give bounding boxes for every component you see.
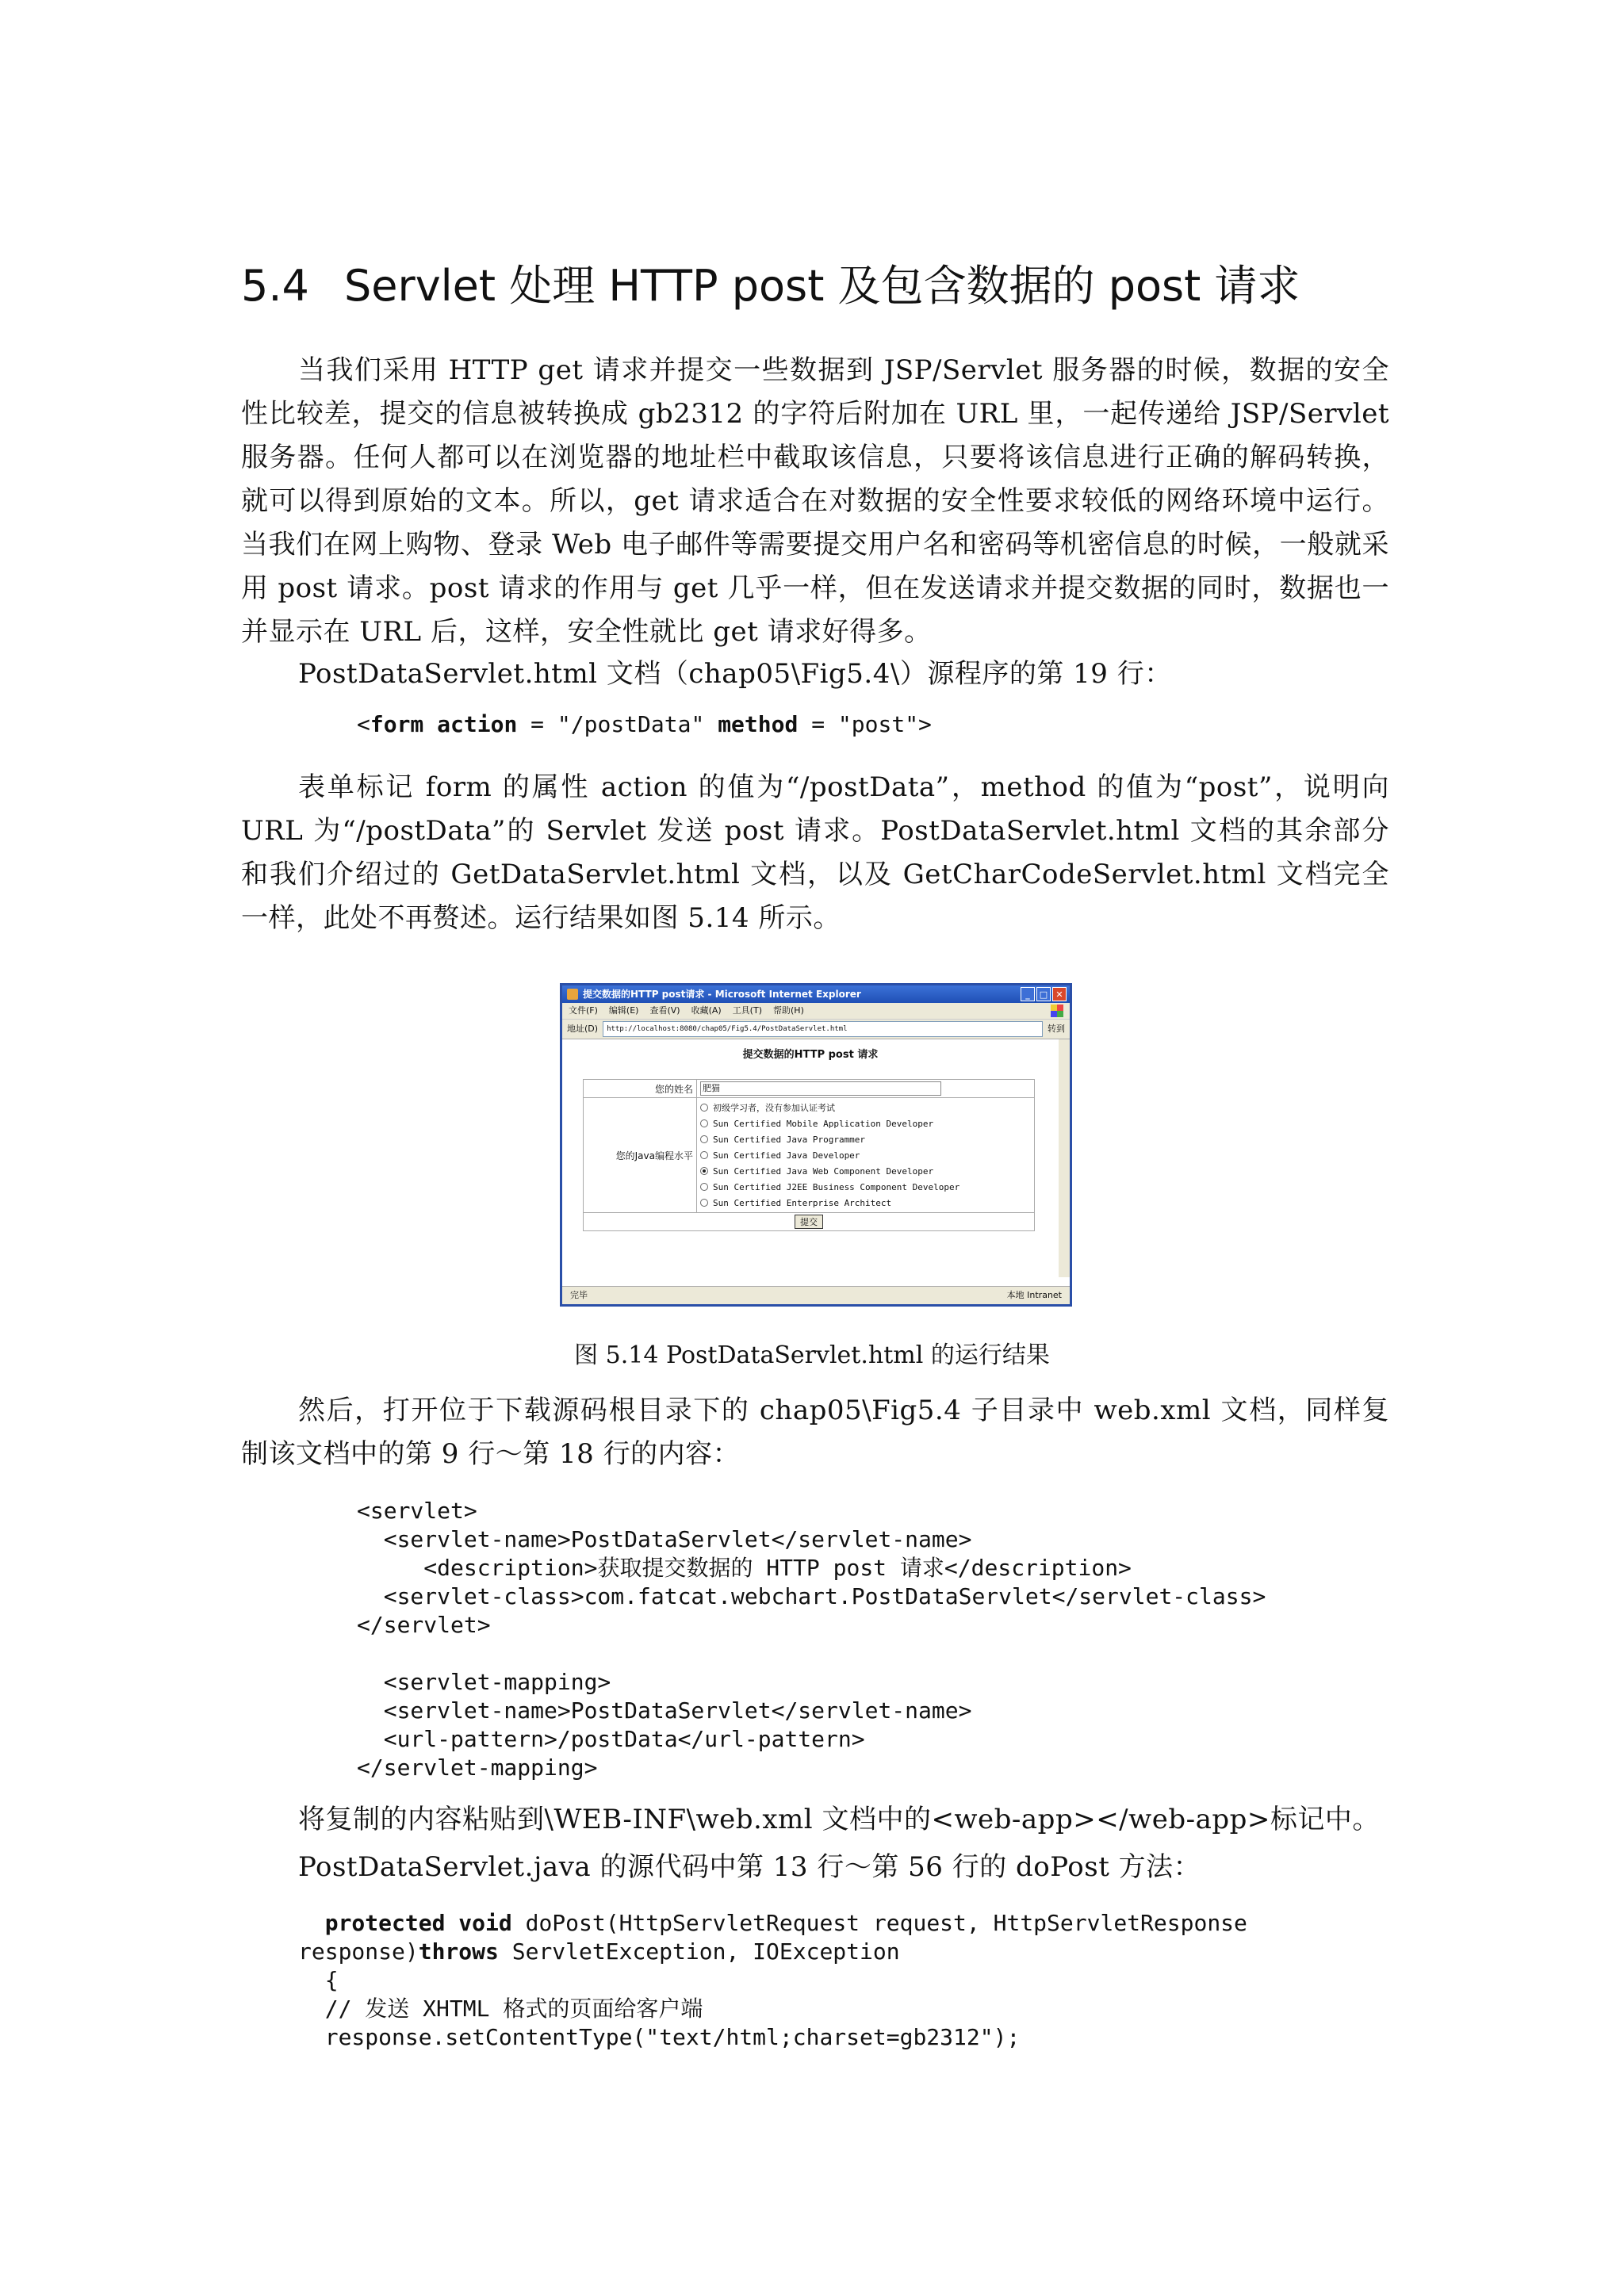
ie-screenshot-figure: [560, 983, 1072, 1307]
webxml-paragraph: 然后，打开位于下载源码根目录下的 chap05\Fig5.4 子目录中 web.xml 文档，同样复制该文档中的第 9 行～第 18 行的内容：: [241, 1395, 1389, 1470]
paste-paragraph: 将复制的内容粘贴到\WEB-INF\web.xml 文档中的<web-app></web-app>标记中。: [298, 1804, 1380, 1835]
code-token: response): [298, 1938, 419, 1965]
ie-status-bar: [562, 1286, 1070, 1304]
section-heading: [241, 252, 1300, 313]
code-keyword: method: [718, 711, 799, 737]
code-token: 获取提交数据的: [597, 1555, 753, 1581]
code-token: //: [324, 1996, 366, 2022]
code-token: ServletException, IOException: [498, 1938, 900, 1965]
section-number: 5.4: [241, 261, 309, 311]
source-line-paragraph: PostDataServlet.html 文档（chap05\Fig5.4\）源程序的第 19 行：: [298, 658, 1172, 690]
java-level-label: 您的Java编程水平: [584, 1098, 697, 1213]
window-controls: [1021, 987, 1067, 1001]
code-token: = "/postData": [517, 711, 718, 737]
dopost-paragraph: PostDataServlet.java 的源代码中第 13 行～第 56 行的 doPost 方法：: [298, 1851, 1201, 1883]
figure-caption: 图 5.14 PostDataServlet.html 的运行结果: [574, 1341, 1050, 1369]
address-label: 地址(D): [567, 1024, 599, 1034]
go-button[interactable]: 转到: [1048, 1024, 1065, 1034]
page-heading: 提交数据的HTTP post 请求: [742, 1049, 879, 1061]
intro-paragraph: 当我们采用 HTTP get 请求并提交一些数据到 JSP/Servlet 服务器的时候，数据的安全性比较差，提交的信息被转换成 gb2312 的字符后附加在 URL 里，一起传递给 JSP/Servlet 服务器。任何人都可以在浏览器的地址栏中截取该信息，只要将该信息进行正确的解码转换，就可以得到原始的文本。所以，get 请求适合在对数据的安全性要求较低的网络环境中运行。当我们在网上购物、登录 Web 电子邮件等需要提交用户名和密码等机密信息的时候，一般就采用 post 请求。post 请求的作用与 get 几乎一样，但在发送请求并提交数据的同时，数据也一并显示在 URL 后，这样，安全性就比 get 请求好得多。: [241, 354, 1389, 648]
code-token: 发送: [365, 1996, 410, 2022]
code-token: {: [324, 1967, 339, 1993]
radio-icon[interactable]: [700, 1151, 708, 1159]
code-line: <servlet-class>com.fatcat.webchart.PostDataServlet</servlet-class>: [357, 1583, 1266, 1609]
name-label: 您的姓名: [584, 1080, 697, 1098]
windows-logo-icon: [1051, 1004, 1063, 1017]
ie-page-icon: [567, 989, 578, 1000]
code-token: <: [357, 711, 370, 737]
name-input[interactable]: 肥猫: [700, 1081, 941, 1096]
submit-button[interactable]: 提交: [795, 1215, 823, 1229]
radio-checked-icon[interactable]: [700, 1167, 708, 1175]
code-token: = "post">: [798, 711, 932, 737]
ie-content-area: [562, 1039, 1070, 1277]
option-label: Sun Certified Mobile Application Developer: [713, 1118, 934, 1129]
close-icon[interactable]: ✕: [1052, 987, 1067, 1001]
section-title: Servlet 处理 HTTP post 及包含数据的 post 请求: [344, 261, 1300, 311]
code-line: <servlet-name>PostDataServlet</servlet-name>: [357, 1526, 972, 1552]
code-line: [298, 1995, 1247, 2023]
code-keyword: throws: [418, 1938, 499, 1965]
code-keyword: void: [458, 1910, 512, 1936]
ie-address-bar: [562, 1020, 1070, 1039]
code-line: [298, 2023, 1247, 2052]
code-token: doPost(HttpServletRequest request, HttpServletResponse: [511, 1910, 1247, 1936]
code-token: </description>: [944, 1555, 1132, 1581]
menu-file[interactable]: 文件(F): [569, 1005, 598, 1016]
menu-favorites[interactable]: 收藏(A): [691, 1005, 722, 1016]
ie-window-title: 提交数据的HTTP post请求 - Microsoft Internet Explorer: [583, 989, 861, 1000]
radio-icon[interactable]: [700, 1119, 708, 1127]
option-label: 初级学习者，没有参加认证考试: [713, 1103, 835, 1113]
code-keyword: form: [370, 711, 424, 737]
code-line: <url-pattern>/postData</url-pattern>: [357, 1726, 865, 1752]
option-label: Sun Certified Java Developer: [713, 1150, 860, 1161]
menu-view[interactable]: 查看(V): [649, 1005, 680, 1016]
status-zone: 本地 Intranet: [1006, 1290, 1062, 1300]
code-token: XHTML: [409, 1996, 504, 2022]
level-option[interactable]: [700, 1179, 1031, 1195]
status-text: 完毕: [570, 1290, 588, 1300]
code-token: <description>: [357, 1555, 598, 1581]
level-option[interactable]: [700, 1163, 1031, 1179]
dopost-code-block: [298, 1909, 1247, 2052]
code-line: [357, 1554, 1266, 1582]
code-line: [357, 1640, 1266, 1668]
radio-icon[interactable]: [700, 1135, 708, 1143]
code-keyword: action: [437, 711, 518, 737]
level-option[interactable]: [700, 1195, 1031, 1211]
level-option[interactable]: [700, 1115, 1031, 1131]
code-keyword: protected: [324, 1910, 446, 1936]
radio-icon[interactable]: [700, 1199, 708, 1207]
code-token: response.setContentType("text/html;charset=gb2312");: [324, 2024, 1021, 2050]
level-option[interactable]: [700, 1100, 1031, 1115]
option-label: Sun Certified J2EE Business Component Developer: [713, 1181, 960, 1192]
code-token: 格式的页面给客户端: [503, 1996, 703, 2022]
radio-icon[interactable]: [700, 1183, 708, 1191]
form-table: [583, 1079, 1035, 1231]
minimize-icon[interactable]: _: [1021, 987, 1035, 1001]
option-label: Sun Certified Java Web Component Developer: [713, 1165, 934, 1177]
ie-title-bar: [562, 985, 1070, 1003]
maximize-icon[interactable]: □: [1036, 987, 1051, 1001]
address-input[interactable]: http://localhost:8080/chap05/Fig5.4/PostDataServlet.html: [603, 1021, 1043, 1037]
code-line: <servlet>: [357, 1498, 477, 1524]
menu-tools[interactable]: 工具(T): [732, 1005, 762, 1016]
code-line: </servlet-mapping>: [357, 1755, 598, 1781]
code-line: </servlet>: [357, 1612, 491, 1638]
ie-menu-bar: [562, 1003, 1070, 1020]
code-line: [298, 1966, 1247, 1995]
java-level-options: [697, 1098, 1035, 1213]
code-line: <servlet-name>PostDataServlet</servlet-name>: [357, 1697, 972, 1724]
radio-icon[interactable]: [700, 1104, 708, 1112]
code-line: <servlet-mapping>: [357, 1669, 611, 1695]
menu-help[interactable]: 帮助(H): [773, 1005, 804, 1016]
option-label: Sun Certified Enterprise Architect: [713, 1197, 892, 1208]
code-token: HTTP post: [753, 1555, 900, 1581]
option-label: Sun Certified Java Programmer: [713, 1134, 866, 1145]
code-token: 请求: [899, 1555, 944, 1581]
webxml-code-block: [357, 1497, 1266, 1782]
menu-edit[interactable]: 编辑(E): [608, 1005, 639, 1016]
form-explanation-paragraph: 表单标记 form 的属性 action 的值为“/postData”，method 的值为“post”，说明向 URL 为“/postData”的 Servlet 发送 post 请求。PostDataServlet.html 文档的其余部分和我们介绍过的 GetDataServlet.html 文档，以及 GetCharCodeServlet.html 文档完全一样，此处不再赘述。运行结果如图 5.14 所示。: [241, 771, 1389, 934]
level-option[interactable]: [700, 1131, 1031, 1147]
level-option[interactable]: [700, 1147, 1031, 1163]
code-line: [298, 1909, 1247, 1938]
form-code-line: [357, 710, 932, 739]
code-line: [298, 1938, 1247, 1966]
